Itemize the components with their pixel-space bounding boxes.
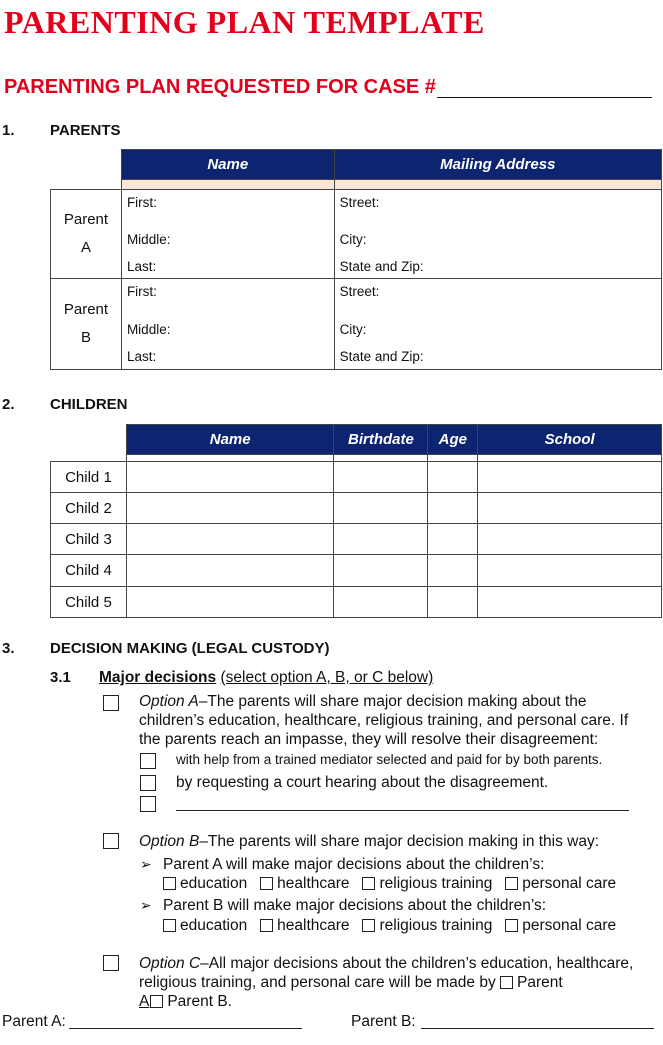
child-label: Child 3 — [51, 524, 127, 555]
child-age-cell[interactable] — [428, 493, 478, 524]
header-age: Age — [428, 425, 478, 455]
parent-a-signature-label: Parent A: — [2, 1013, 66, 1030]
child-label: Child 1 — [51, 462, 127, 493]
city-label: City: — [339, 322, 367, 337]
parent-a-education-checkbox[interactable] — [163, 877, 176, 890]
table-row — [51, 555, 662, 587]
document-title: PARENTING PLAN TEMPLATE — [4, 4, 485, 40]
child-birthdate-cell[interactable] — [334, 555, 428, 587]
section-3-title: DECISION MAKING (LEGAL CUSTODY) — [50, 640, 330, 657]
option-a-checkbox[interactable] — [103, 695, 119, 711]
parent-a-religious-checkbox[interactable] — [362, 877, 375, 890]
child-name-cell[interactable] — [126, 493, 334, 524]
child-name-cell[interactable] — [126, 587, 334, 618]
section-1-number: 1. — [2, 122, 15, 139]
option-a-label: Option A — [139, 693, 199, 710]
parent-b-signature-label: Parent B: — [351, 1013, 416, 1030]
child-birthdate-cell[interactable] — [334, 587, 428, 618]
parent-a-healthcare-checkbox[interactable] — [260, 877, 273, 890]
parent-a-signature-field[interactable] — [69, 1027, 302, 1029]
city-label: City: — [339, 232, 367, 247]
middle-label: Middle: — [126, 322, 171, 337]
option-b-text: Option B–The parents will share major decision making in this way: — [139, 833, 600, 850]
case-number-label: PARENTING PLAN REQUESTED FOR CASE # — [4, 76, 436, 98]
children-table — [50, 424, 662, 618]
header-child-name: Name — [126, 425, 334, 455]
child-school-cell[interactable] — [478, 493, 662, 524]
option-b-label: Option B — [139, 833, 200, 850]
header-mailing-address: Mailing Address — [334, 150, 661, 180]
parent-b-healthcare-checkbox[interactable] — [260, 919, 273, 932]
mediator-checkbox[interactable] — [140, 753, 156, 769]
last-label: Last: — [126, 259, 157, 274]
subsection-title: Major decisions — [99, 669, 217, 686]
child-birthdate-cell[interactable] — [334, 462, 428, 493]
child-school-cell[interactable] — [478, 462, 662, 493]
child-birthdate-cell[interactable] — [334, 524, 428, 555]
parent-b-label: Parent B — [51, 279, 122, 370]
mediator-choice: with help from a trained mediator selected and paid for by both parents. — [176, 752, 603, 767]
header-school: School — [478, 425, 662, 455]
parent-b-name-cell[interactable] — [121, 279, 334, 370]
other-choice-checkbox[interactable] — [140, 796, 156, 812]
option-a-text: Option A–The parents will share major decision making about the children’s education, healthcare, religious training, and personal care. If the parents reach an impasse, they will resolve their disagreement: — [139, 693, 629, 748]
state-zip-label: State and Zip: — [339, 349, 424, 364]
street-label: Street: — [339, 195, 380, 210]
section-1-title: PARENTS — [50, 122, 121, 139]
child-age-cell[interactable] — [428, 587, 478, 618]
child-school-cell[interactable] — [478, 587, 662, 618]
court-hearing-choice: by requesting a court hearing about the disagreement. — [176, 774, 549, 791]
option-c-checkbox[interactable] — [103, 955, 119, 971]
child-age-cell[interactable] — [428, 524, 478, 555]
subsection-hint: (select option A, B, or C below) — [220, 669, 434, 686]
parent-a-address-cell[interactable] — [334, 190, 661, 279]
option-c-text: Option C–All major decisions about the children’s education, healthcare, religious training, and personal care will be made by Parent A Parent B. — [139, 955, 634, 1010]
child-school-cell[interactable] — [478, 524, 662, 555]
parent-b-education-checkbox[interactable] — [163, 919, 176, 932]
parent-a-label: Parent A — [51, 190, 122, 279]
child-name-cell[interactable] — [126, 555, 334, 587]
child-label: Child 5 — [51, 587, 127, 618]
header-birthdate: Birthdate — [334, 425, 428, 455]
header-name: Name — [121, 150, 334, 180]
parent-a-name-cell[interactable] — [121, 190, 334, 279]
child-birthdate-cell[interactable] — [334, 493, 428, 524]
option-c-parent-a-checkbox[interactable] — [500, 976, 513, 989]
option-c-parent-b-checkbox[interactable] — [150, 995, 163, 1008]
parents-table — [50, 149, 662, 370]
table-row — [51, 524, 662, 555]
parent-a-row — [51, 190, 662, 279]
last-label: Last: — [126, 349, 157, 364]
option-b-parent-b-areas: education healthcare religious training personal care — [163, 916, 616, 935]
subsection-heading — [99, 668, 433, 687]
first-label: First: — [126, 195, 157, 210]
table-row — [51, 493, 662, 524]
section-2-title: CHILDREN — [50, 396, 128, 413]
child-age-cell[interactable] — [428, 462, 478, 493]
parent-a-personal-care-checkbox[interactable] — [505, 877, 518, 890]
middle-label: Middle: — [126, 232, 171, 247]
section-2-number: 2. — [2, 396, 15, 413]
table-row — [51, 587, 662, 618]
parent-b-row — [51, 279, 662, 370]
subsection-number: 3.1 — [50, 669, 71, 686]
case-number-field[interactable] — [437, 96, 652, 98]
option-b-parent-a-text: Parent A will make major decisions about the children’s: — [163, 856, 545, 873]
option-b-checkbox[interactable] — [103, 833, 119, 849]
child-label: Child 4 — [51, 555, 127, 587]
arrow-bullet-icon: ➢ — [140, 897, 152, 913]
first-label: First: — [126, 284, 157, 299]
parent-b-signature-field[interactable] — [421, 1027, 654, 1029]
option-b-parent-b-text: Parent B will make major decisions about the children’s: — [163, 897, 547, 914]
child-age-cell[interactable] — [428, 555, 478, 587]
section-3-number: 3. — [2, 640, 15, 657]
option-c-label: Option C — [139, 955, 201, 972]
other-choice-field[interactable] — [176, 809, 629, 811]
court-hearing-checkbox[interactable] — [140, 775, 156, 791]
parent-b-personal-care-checkbox[interactable] — [505, 919, 518, 932]
child-name-cell[interactable] — [126, 524, 334, 555]
table-row — [51, 462, 662, 493]
parent-b-address-cell[interactable] — [334, 279, 661, 370]
state-zip-label: State and Zip: — [339, 259, 424, 274]
child-school-cell[interactable] — [478, 555, 662, 587]
child-label: Child 2 — [51, 493, 127, 524]
child-name-cell[interactable] — [126, 462, 334, 493]
street-label: Street: — [339, 284, 380, 299]
option-b-parent-a-areas: education healthcare religious training personal care — [163, 874, 616, 893]
parent-b-religious-checkbox[interactable] — [362, 919, 375, 932]
arrow-bullet-icon: ➢ — [140, 856, 152, 872]
